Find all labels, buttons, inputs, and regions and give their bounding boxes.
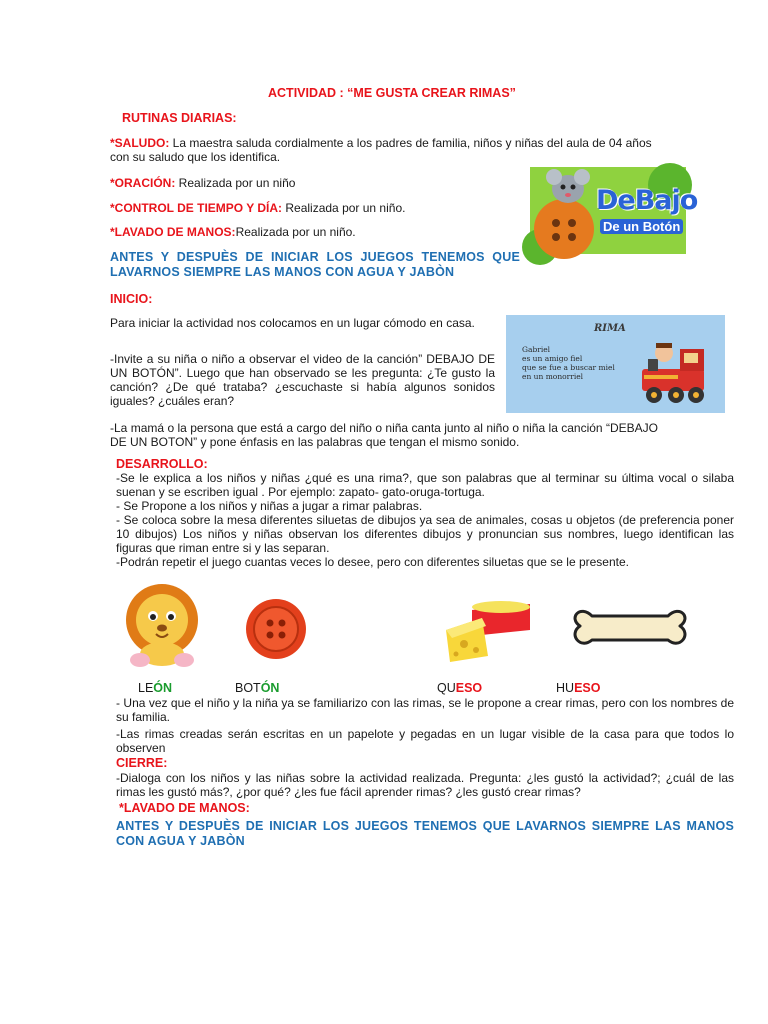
bone-picture (570, 602, 690, 654)
word-rhyme-ending: ÓN (153, 681, 173, 695)
cierre-body (116, 696, 734, 849)
debajo-de-un-boton-image (530, 167, 698, 254)
inicio-heading: INICIO: (110, 292, 153, 306)
cierre-paragraph: -Dialoga con los niños y las niñas sobre la actividad realizada. Pregunta: ¿les gustó la actividad?; ¿cuál de las rimas les gustó más?, ¿por qué? ¿les fue fácil aprender rimas? ¿les gustó crear rimas? (116, 771, 734, 799)
oracion-label: *ORACIÓN: (110, 176, 176, 190)
lion-picture (114, 580, 210, 670)
saludo-paragraph (110, 136, 658, 164)
cierre-heading: CIERRE: (116, 756, 168, 770)
rima-line-2: es un amigo fiel (522, 354, 583, 363)
inicio-paragraph-2: -Invite a su niña o niño a observar el video de la canción” DEBAJO DE UN BOTÓN”. Luego que han observado se les pregunta: ¿Te gusto la canción? ¿De qué trataba? ¿escuchaste si había algunos sonidos iguales? ¿cuáles eran? (110, 352, 495, 408)
debajo-logo-line1: DeBajo (596, 185, 698, 216)
oracion-text: Realizada por un niño (175, 176, 296, 190)
word-queso (437, 681, 482, 695)
page-title: ACTIVIDAD : “ME GUSTA CREAR RIMAS” (268, 86, 516, 100)
word-leon (138, 681, 172, 695)
word-stem: LE (138, 681, 154, 695)
wash-hands-notice-1: ANTES Y DESPUÈS DE INICIAR LOS JUEGOS TENEMOS QUE LAVARNOS SIEMPRE LAS MANOS CON AGUA Y JABÒN (110, 250, 520, 279)
word-stem: BOT (235, 681, 261, 695)
word-stem: HU (556, 681, 575, 695)
desarrollo-paragraph-2: - Se Propone a los niños y niñas a jugar a rimar palabras. (116, 499, 423, 513)
word-rhyme-ending: ESO (574, 681, 601, 695)
lavado-text: Realizada por un niño. (235, 225, 356, 239)
lavado-label: *LAVADO DE MANOS: (110, 225, 236, 239)
rima-line-3: que se fue a buscar miel (522, 363, 615, 372)
rima-image (506, 315, 725, 413)
word-boton (235, 681, 279, 695)
desarrollo-body (116, 471, 734, 569)
lavado-paragraph (110, 225, 356, 239)
desarrollo-paragraph-1: -Se le explica a los niños y niñas ¿qué es una rima?, que son palabras que al terminar su última vocal o silaba suenan y se escriben igual . Por ejemplo: zapato- gato-oruga-tortuga. (116, 471, 734, 499)
word-stem: QU (437, 681, 456, 695)
inicio-paragraph-3: -La mamá o la persona que está a cargo del niño o niña canta junto al niño o niña la canción “DEBAJO DE UN BOTON” y pone énfasis en las palabras que tengan el mismo sonido. (110, 421, 658, 449)
desarrollo-paragraph-3: - Se coloca sobre la mesa diferentes siluetas de dibujos ya sea de animales, cosas u objetos (de preferencia poner 10 dibujos) Los niños y niñas observan los diferentes dibujos y pronuncian sus nombres, luego identifican las figuras que riman entre si y las separan. (116, 513, 734, 555)
cheese-picture (442, 600, 534, 664)
button-picture (244, 597, 308, 661)
desarrollo-paragraph-4: -Podrán repetir el juego cuantas veces lo desee, pero con diferentes siluetas que se le presente. (116, 555, 629, 569)
word-rhyme-ending: ESO (455, 681, 483, 695)
control-paragraph (110, 201, 405, 215)
papelote-paragraph: -Las rimas creadas serán escritas en un papelote y pegadas en un lugar visible de la casa para que todos lo observen (116, 727, 734, 755)
control-label: *CONTROL DE TIEMPO Y DÍA: (110, 201, 283, 215)
rimas-familia-paragraph: - Una vez que el niño y la niña ya se familiarizo con las rimas, se le propone a crear rimas, pero con los nombres de su familia. (116, 696, 734, 724)
rima-line-4: en un monorriel (522, 372, 584, 381)
desarrollo-heading: DESARROLLO: (116, 457, 208, 471)
control-text: Realizada por un niño. (282, 201, 406, 215)
rima-image-title: RIMA (594, 323, 626, 334)
word-rhyme-ending: ÓN (260, 681, 280, 695)
saludo-label: *SALUDO: (110, 136, 170, 150)
lavado-final-heading: *LAVADO DE MANOS: (119, 801, 250, 815)
debajo-logo-line2: De un Botón (600, 219, 683, 234)
wash-hands-notice-2: ANTES Y DESPUÈS DE INICIAR LOS JUEGOS TENEMOS QUE LAVARNOS SIEMPRE LAS MANOS CON AGUA Y JABÒN (116, 819, 734, 848)
saludo-text: La maestra saluda cordialmente a los padres de familia, niños y niñas del aula de 04 años con su saludo que los identifica. (110, 136, 652, 164)
inicio-paragraph-1: Para iniciar la actividad nos colocamos en un lugar cómodo en casa. (110, 316, 475, 330)
oracion-paragraph (110, 176, 295, 190)
rima-line-1: Gabriel (522, 345, 551, 354)
train-illustration (636, 335, 716, 407)
rutinas-heading: RUTINAS DIARIAS: (122, 111, 237, 125)
word-hueso (556, 681, 600, 695)
rima-image-verse (522, 345, 615, 381)
